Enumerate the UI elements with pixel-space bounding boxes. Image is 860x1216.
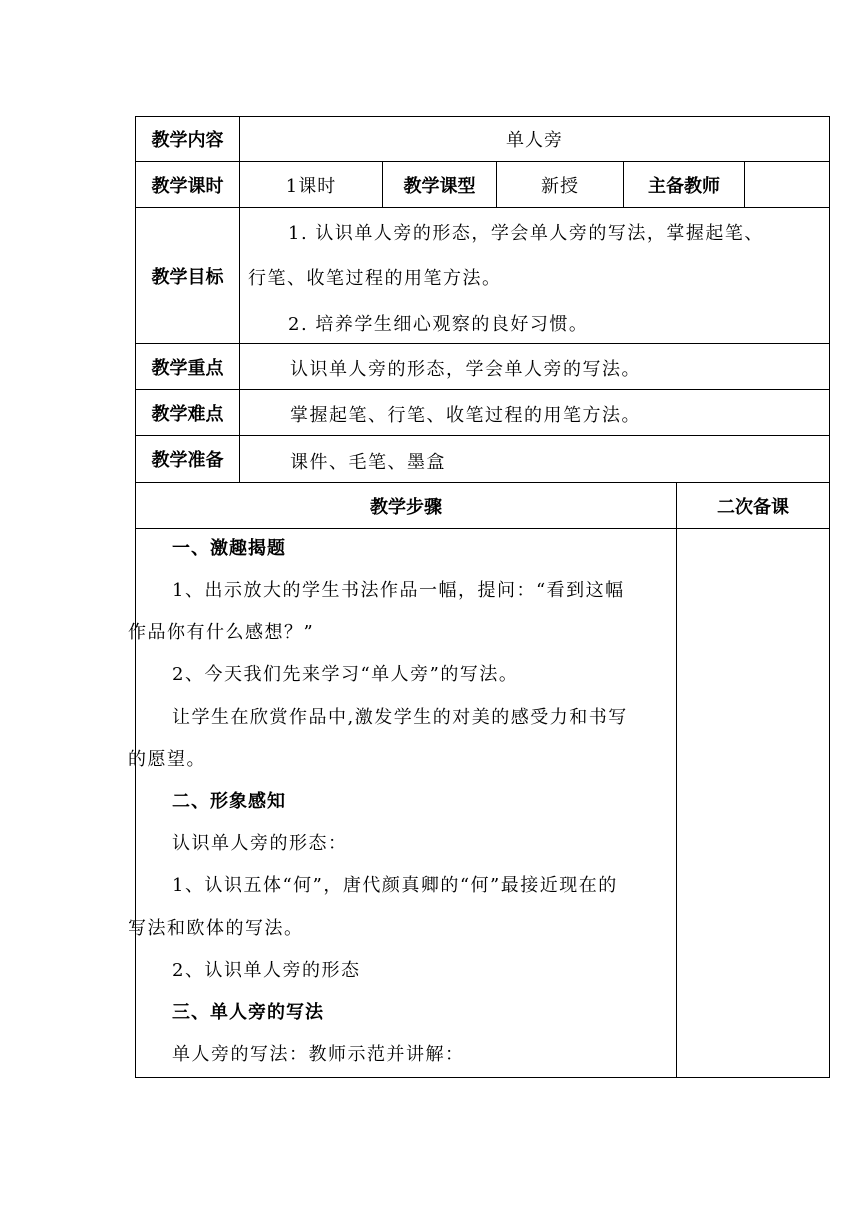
value-lesson-type: 新授 (541, 175, 579, 197)
value-content: 单人旁 (506, 130, 563, 151)
step-text: 1、认识五体“何”，唐代颜真卿的“何”最接近现在的 (172, 875, 618, 896)
label-hours: 教学课时 (151, 175, 224, 197)
label-key-points: 教学重点 (151, 357, 224, 379)
step-text: 认识单人旁的形态： (172, 833, 348, 854)
value-lead-teacher (745, 162, 829, 207)
second-prep-header: 二次备课 (717, 496, 789, 518)
steps-column-divider (676, 482, 677, 1078)
label-lead-teacher: 主备教师 (648, 175, 720, 197)
row-divider (135, 528, 830, 529)
section-heading-1: 一、激趣揭题 (172, 538, 286, 559)
table-border-right (829, 116, 830, 1078)
step-text: 的愿望。 (128, 749, 206, 770)
steps-header: 教学步骤 (370, 496, 442, 518)
step-text: 1、出示放大的学生书法作品一幅，提问：“看到这幅 (172, 580, 625, 601)
table-border-bottom (135, 1077, 830, 1078)
step-text: 2、今天我们先来学习“单人旁”的写法。 (172, 664, 519, 685)
label-lesson-type: 教学课型 (403, 175, 476, 197)
label-objectives: 教学目标 (151, 266, 224, 288)
step-text: 作品你有什么感想？” (128, 622, 315, 643)
objective-line-1: 1. 认识单人旁的形态，学会单人旁的写法，掌握起笔、 (288, 223, 764, 244)
label-content: 教学内容 (151, 130, 224, 151)
step-text: 写法和欧体的写法。 (128, 918, 304, 939)
steps-body (128, 530, 676, 1076)
value-difficulties: 掌握起笔、行笔、收笔过程的用笔方法。 (290, 405, 641, 426)
value-key-points: 认识单人旁的形态，学会单人旁的写法。 (290, 359, 641, 380)
step-text: 让学生在欣赏作品中,激发学生的对美的感受力和书写 (172, 707, 628, 728)
section-heading-2: 二、形象感知 (172, 791, 286, 812)
label-difficulties: 教学难点 (151, 403, 224, 425)
value-hours: 1课时 (285, 175, 337, 197)
section-heading-3: 三、单人旁的写法 (172, 1002, 324, 1023)
value-preparation: 课件、毛笔、墨盒 (290, 452, 446, 473)
objective-line-3: 2. 培养学生细心观察的良好习惯。 (288, 314, 589, 335)
label-preparation: 教学准备 (151, 450, 224, 471)
objective-line-2: 行笔、收笔过程的用笔方法。 (248, 268, 502, 289)
step-text: 2、认识单人旁的形态 (172, 960, 361, 981)
step-text: 单人旁的写法：教师示范并讲解： (172, 1044, 465, 1065)
